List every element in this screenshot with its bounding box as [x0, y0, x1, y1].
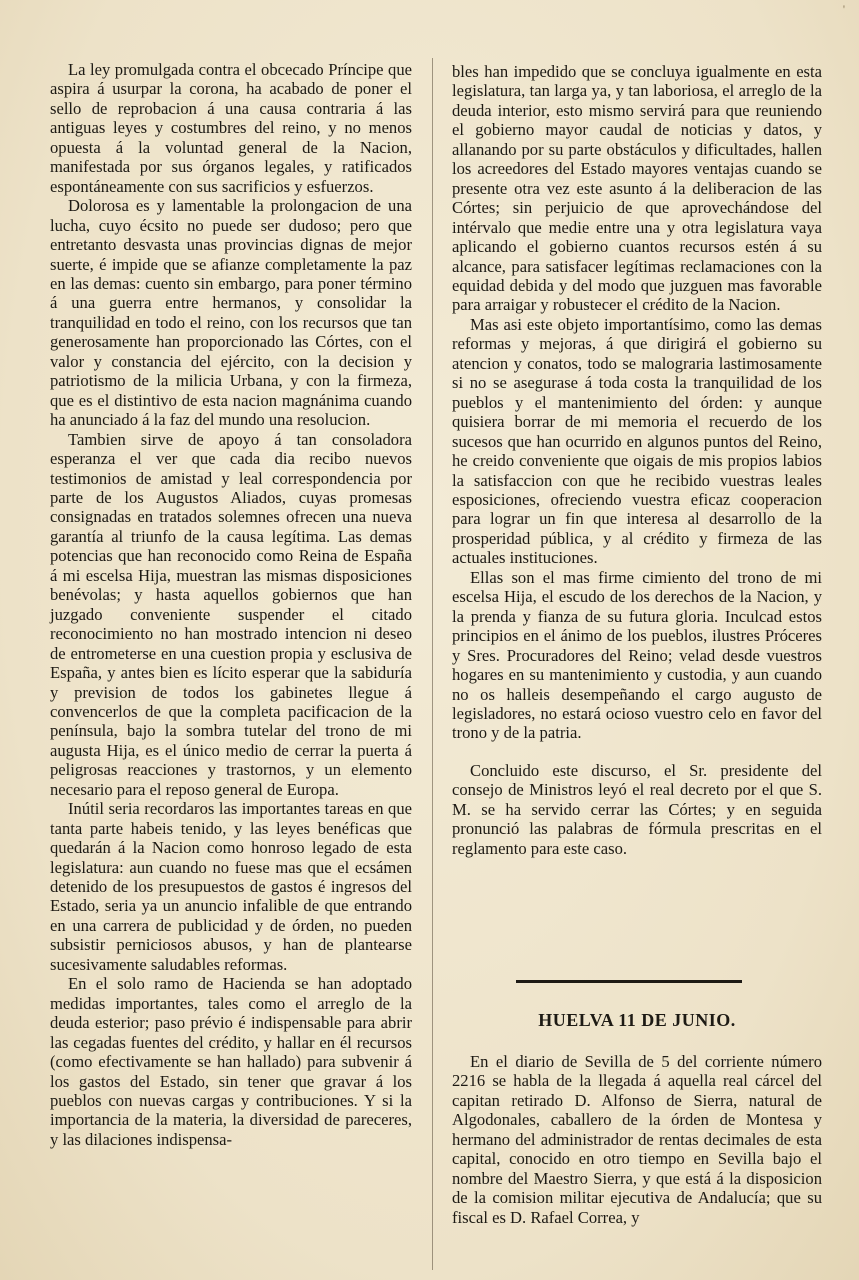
closing-note: Concluido este discurso, el Sr. presidente del consejo de Ministros leyó el real decreto por el que S. M. se ha servido cerrar las Córtes; y en seguida pronunció las palabras de fórmula prescritas en el reglamento para este caso. [452, 760, 822, 858]
paragraph-5-continuation: bles han impedido que se concluya igualmente en esta legislatura, tan larga ya, y tan laboriosa, el arreglo de la deuda interior, esto mismo servirá para que reuniendo el gobierno mayor caudal de noticias y datos, y allanando por su parte obstáculos y dificultades, hallen los acreedores del Estado mayores ventajas cuando se presente otra vez este asunto á la deliberacion de las Córtes; sin perjuicio de que aprovechándose del intérvalo que medie entre una y otra legislatura vaya aplicando el gobierno cuantos recursos estén á su alcance, para satisfacer legítimas reclamaciones con la equidad debida y del modo que juzguen mas favorable para arraigar y robustecer el crédito de la Nacion. [452, 62, 822, 315]
paragraph-3: Tambien sirve de apoyo á tan consoladora esperanza el ver que cada dia recibo nuevos testimonios de amistad y leal correspondencia por parte de los Augustos Aliados, cuyas promesas consignadas en tratados solemnes ofrecen una nueva garantía al triunfo de la causa legítima. Las demas potencias que han reconocido como Reina de España á mi escelsa Hija, muestran las mismas disposiciones benévolas; y hasta aquellos gobiernos que han juzgado conveniente suspender el citado reconocimiento no han mostrado intencion ni deseo de entrometerse en una cuestion propia y esclusiva de España, y antes bien es lícito esperar que la sabiduría y prevision de todos los gabinetes llegue á convencerlos de que la completa pacificacion de la península, bajo la sombra tutelar del trono de mi augusta Hija, es el único medio de cerrar la puerta á peligrosas reacciones y trastornos, y un elemento necesario para el reposo general de Europa. [50, 429, 412, 799]
paragraph-1: La ley promulgada contra el obcecado Príncipe que aspira á usurpar la corona, ha acabado de poner el sello de reprobacion á una causa contraria á las antiguas leyes y costumbres del reino, y no menos opuesta á la voluntad general de la Nacion, manifestada por sus órganos legales, y ratificados espontáneamente con sus sacrificios y esfuerzos. [50, 60, 412, 196]
left-column [50, 60, 412, 1149]
column-divider [432, 58, 433, 1270]
paragraph-7: Ellas son el mas firme cimiento del trono de mi escelsa Hija, el escudo de los derechos de la Nacion, y la prenda y fianza de su futura gloria. Inculcad estos principios en el ánimo de los pueblos, ilustres Próceres y Sres. Procuradores del Reino; velad desde vuestros hogares en su mantenimiento y custodia, y aun cuando no os halleis desempeñando el cargo augusto de legisladores, no estará ocioso vuestro celo en favor del trono y de la patria. [452, 567, 822, 743]
section-heading: HUELVA 11 DE JUNIO. [538, 1010, 736, 1030]
paragraph-6: Mas asi este objeto importantísimo, como las demas reformas y mejoras, á que dirigirá el gobierno su atencion y conatos, todo se malograria lastimosamente si no se asegurase á toda costa la tranquilidad de los pueblos y el mantenimiento del órden: y aunque quisiera borrar de mi memoria el recuerdo de los sucesos que han ocurrido en algunos puntos del Reino, he creido conveniente que oigais de mis propios labios la satisfaccion con que he recibido vuestras leales esposiciones, ofreciendo vuestra eficaz cooperacion para lograr un fin que interesa al desarrollo de la prosperidad pública, y al crédito y firmeza de las actuales instituciones. [452, 314, 822, 568]
huelva-paragraph: En el diario de Sevilla de 5 del corriente número 2216 se habla de la llegada á aquella real cárcel del capitan retirado D. Alfonso de Sierra, natural de Algodonales, caballero de la órden de Montesa y hermano del administrador de rentas decimales de esta capital, conocido en otro tiempo en Sevilla bajo el nombre del Maestro Sierra, y que está á la disposicion de la comision militar ejecutiva de Andalucía; que su fiscal es D. Rafael Correa, y [452, 1052, 822, 1227]
right-column [452, 62, 822, 858]
section-body [452, 1052, 822, 1227]
corner-mark: ' [842, 2, 845, 16]
section-rule [516, 980, 742, 983]
paragraph-4: Inútil seria recordaros las importantes tareas en que tanta parte habeis tenido, y las leyes benéficas que quedarán á la Nacion como honroso legado de esta legislatura: aun cuando no fuese mas que el ecsámen detenido de los presupuestos de gastos é ingresos del Estado, seria ya un anuncio infalible de que entrando en una carrera de publicidad y de órden, no pueden subsistir perniciosos abusos, y han de plantearse sucesivamente saludables reformas. [50, 799, 412, 974]
paragraph-2: Dolorosa es y lamentable la prolongacion de una lucha, cuyo écsito no puede ser dudoso; pero que entretanto desvasta unas provincias dignas de mejor suerte, é impide que se afianze completamente la paz en las demas: cuento sin embargo, para poner término á una guerra entre hermanos, y consolidar la tranquilidad en todo el reino, con los recursos que tan generosamente han proporcionado las Córtes, con el valor y constancia del ejército, con la decision y patriotismo de la milicia Urbana, y con la firmeza, que es el distintivo de esta nacion magnánima cuando ha anunciado á la faz del mundo una resolucion. [50, 196, 412, 430]
paragraph-5: En el solo ramo de Hacienda se han adoptado medidas importantes, tales como el arreglo de la deuda esterior; paso prévio é indispensable para abrir las cegadas fuentes del crédito, y hallar en él recursos (como efectivamente se han hallado) para subvenir á los gastos del Estado, sin tener que gravar á los pueblos con nuevas cargas y contribuciones. Y si la importancia de la materia, la diversidad de pareceres, y las dilaciones indispensa- [50, 974, 412, 1149]
